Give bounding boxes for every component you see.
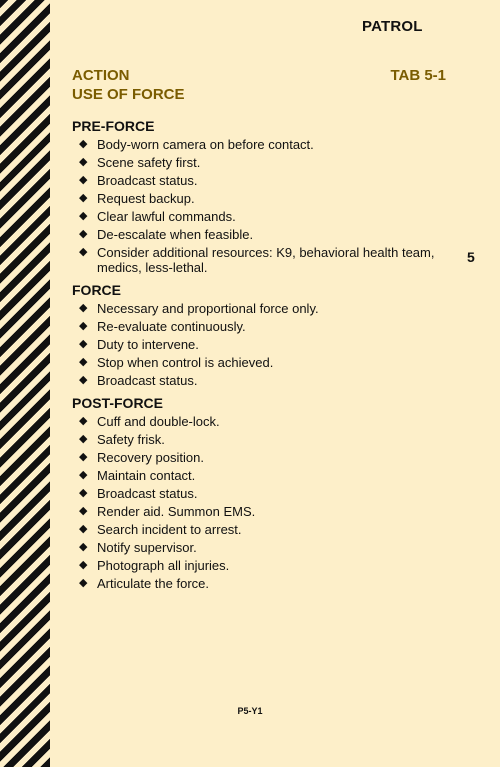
- list-item-text: Stop when control is achieved.: [97, 355, 274, 370]
- tab-label: TAB 5-1: [390, 67, 446, 84]
- list-item: [72, 337, 452, 352]
- list-item-text: Consider additional resources: K9, behavioral health team, medics, less-lethal.: [97, 245, 435, 275]
- list-item-text: Broadcast status.: [97, 173, 198, 188]
- bullet-list: [72, 301, 452, 388]
- list-item-text: Duty to intervene.: [97, 337, 199, 352]
- list-item-text: De-escalate when feasible.: [97, 227, 254, 242]
- list-item: [72, 522, 452, 537]
- unit-header: PATROL: [362, 18, 423, 35]
- list-item-text: Recovery position.: [97, 450, 204, 465]
- list-item: [72, 576, 452, 591]
- list-item: [72, 432, 452, 447]
- diamond-bullet-icon: ◆: [79, 338, 88, 350]
- list-item: [72, 245, 452, 275]
- list-item-text: Articulate the force.: [97, 576, 209, 591]
- diamond-bullet-icon: ◆: [79, 192, 88, 204]
- procedure-content: [72, 118, 452, 598]
- list-item: [72, 209, 452, 224]
- diamond-bullet-icon: ◆: [79, 469, 88, 481]
- list-item-text: Re-evaluate continuously.: [97, 319, 246, 334]
- side-tab-number: 5: [467, 249, 475, 265]
- list-item: [72, 450, 452, 465]
- list-item: [72, 558, 452, 573]
- section-post-force: [72, 395, 452, 591]
- list-item: [72, 137, 452, 152]
- diamond-bullet-icon: ◆: [79, 374, 88, 386]
- diamond-bullet-icon: ◆: [79, 302, 88, 314]
- list-item: [72, 173, 452, 188]
- section-pre-force: [72, 118, 452, 275]
- section-title: FORCE: [72, 282, 121, 298]
- list-item-text: Search incident to arrest.: [97, 522, 242, 537]
- list-item: [72, 191, 452, 206]
- list-item: [72, 504, 452, 519]
- diamond-bullet-icon: ◆: [79, 228, 88, 240]
- diamond-bullet-icon: ◆: [79, 174, 88, 186]
- diamond-bullet-icon: ◆: [79, 541, 88, 553]
- list-item-text: Broadcast status.: [97, 373, 198, 388]
- list-item: [72, 468, 452, 483]
- page-subtitle: USE OF FORCE: [72, 86, 185, 103]
- list-item-text: Request backup.: [97, 191, 195, 206]
- list-item: [72, 414, 452, 429]
- hazard-stripe-border: [0, 0, 50, 767]
- bullet-list: [72, 414, 452, 591]
- list-item-text: Necessary and proportional force only.: [97, 301, 319, 316]
- diamond-bullet-icon: ◆: [79, 246, 88, 258]
- action-title: ACTION: [72, 67, 130, 84]
- diamond-bullet-icon: ◆: [79, 210, 88, 222]
- list-item-text: Clear lawful commands.: [97, 209, 236, 224]
- list-item-text: Maintain contact.: [97, 468, 196, 483]
- list-item: [72, 540, 452, 555]
- list-item-text: Broadcast status.: [97, 486, 198, 501]
- title-row: [72, 67, 446, 84]
- list-item-text: Render aid. Summon EMS.: [97, 504, 256, 519]
- diamond-bullet-icon: ◆: [79, 356, 88, 368]
- list-item: [72, 355, 452, 370]
- list-item-text: Notify supervisor.: [97, 540, 197, 555]
- list-item-text: Safety frisk.: [97, 432, 165, 447]
- list-item: [72, 373, 452, 388]
- diamond-bullet-icon: ◆: [79, 415, 88, 427]
- list-item-text: Photograph all injuries.: [97, 558, 230, 573]
- list-item: [72, 319, 452, 334]
- section-title: PRE-FORCE: [72, 118, 155, 134]
- bullet-list: [72, 137, 452, 275]
- diamond-bullet-icon: ◆: [79, 523, 88, 535]
- diamond-bullet-icon: ◆: [79, 433, 88, 445]
- list-item-text: Scene safety first.: [97, 155, 201, 170]
- page-code: P5-Y1: [237, 706, 263, 716]
- list-item-text: Cuff and double-lock.: [97, 414, 220, 429]
- section-title: POST-FORCE: [72, 395, 164, 411]
- list-item-text: Body-worn camera on before contact.: [97, 137, 314, 152]
- list-item: [72, 227, 452, 242]
- section-force: [72, 282, 452, 388]
- diamond-bullet-icon: ◆: [79, 156, 88, 168]
- diamond-bullet-icon: ◆: [79, 138, 88, 150]
- diamond-bullet-icon: ◆: [79, 559, 88, 571]
- diamond-bullet-icon: ◆: [79, 505, 88, 517]
- diamond-bullet-icon: ◆: [79, 577, 88, 589]
- diamond-bullet-icon: ◆: [79, 320, 88, 332]
- list-item: [72, 486, 452, 501]
- list-item: [72, 301, 452, 316]
- diamond-bullet-icon: ◆: [79, 451, 88, 463]
- diamond-bullet-icon: ◆: [79, 487, 88, 499]
- list-item: [72, 155, 452, 170]
